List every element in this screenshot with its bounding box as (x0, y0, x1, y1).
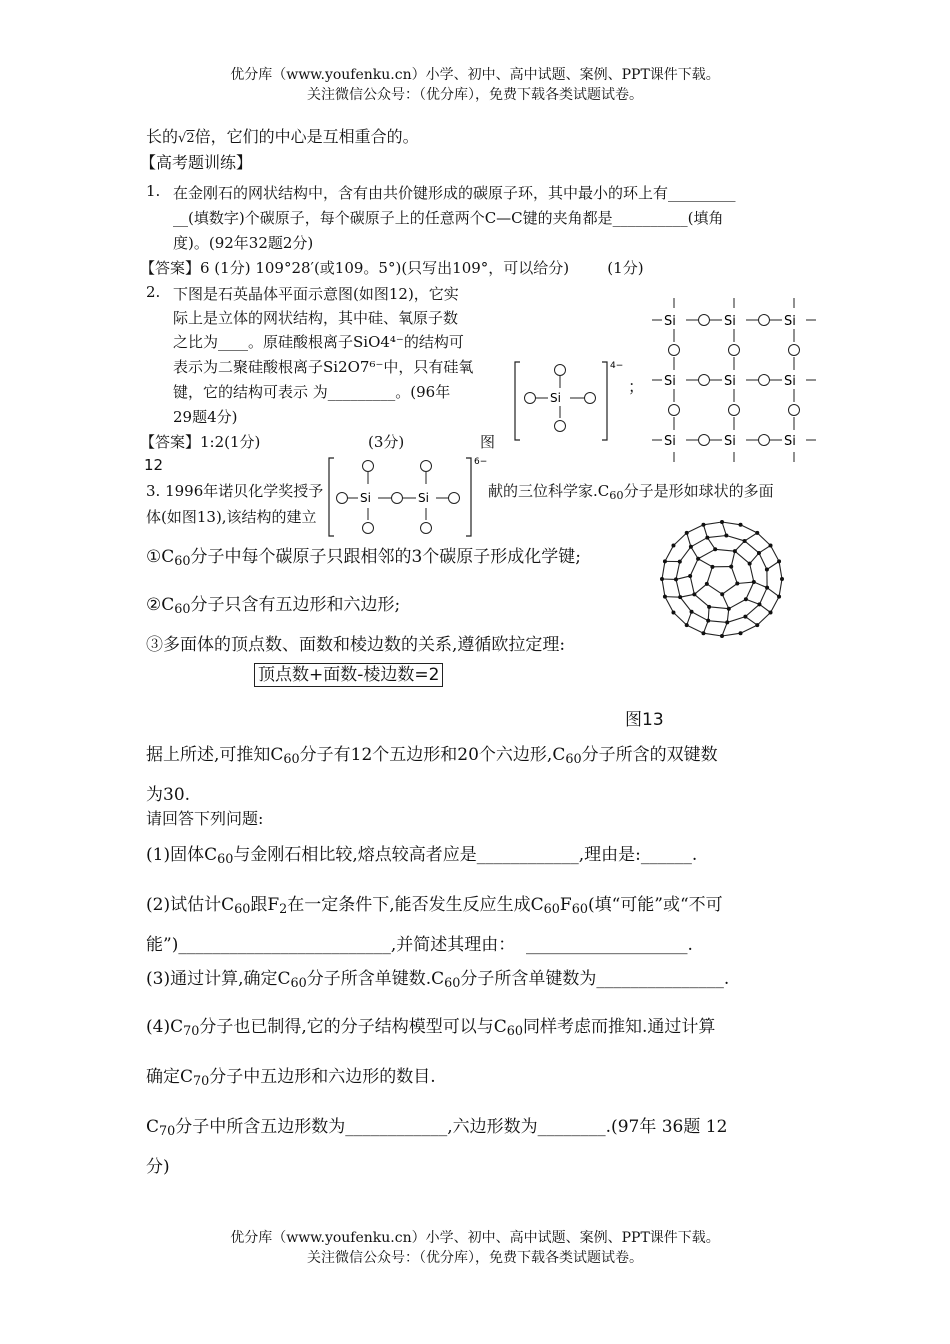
p4-b: 分子也已制得,它的分子结构模型可以与C (199, 1017, 507, 1037)
fig12-label-a: 图 (480, 433, 496, 451)
cage-edge (715, 549, 735, 551)
question-2-line-2: 能”)_________________________,并简述其理由： ___________________. (146, 935, 693, 955)
charge-label: 4− (610, 361, 624, 371)
silicon-atom: Si (784, 374, 796, 389)
cage-edge (759, 545, 771, 552)
fact-2-a: ②C (146, 595, 175, 615)
silicon-atom: Si (360, 491, 371, 505)
please-answer: 请回答下列问题: (146, 809, 264, 828)
carbon-atom (765, 568, 769, 572)
q3-line-1a: 3. 1996年诺贝化学奖授予 (146, 482, 324, 500)
q3-line-1b (488, 480, 774, 502)
question-5-line-1 (146, 1112, 727, 1139)
cage-edge (750, 553, 759, 564)
summary-line-2: 为30. (146, 785, 191, 805)
carbon-atom (755, 623, 759, 627)
q2-line-6: 29题4分) (173, 408, 238, 426)
p1-a: (1)固体C (146, 845, 218, 865)
carbon-atom (710, 565, 714, 569)
summary-b: 分子有12个五边形和20个六边形,C (299, 745, 566, 765)
c60-buckyball-figure (652, 516, 792, 642)
fact-3: ③多面体的顶点数、面数和棱边数的关系,遵循欧拉定理: (146, 635, 566, 655)
header-line-1: 优分库（www.youfenku.cn）小学、初中、高中试题、案例、PPT课件下载。 (230, 67, 720, 83)
oxygen-atom (699, 435, 710, 446)
oxygen-atom (759, 315, 770, 326)
cage-edge (722, 622, 727, 636)
summary-sub-2: 60 (565, 752, 582, 768)
q1-line-3: 度)。(92年32题2分) (173, 234, 314, 252)
q1-number: 1. (146, 182, 161, 200)
oxygen-atom (421, 461, 432, 472)
q2-line-5: 键，它的结构可表示 为_________。(96年 (173, 383, 451, 401)
carbon-atom (729, 565, 733, 569)
q2-answer-b: (3分) (368, 433, 405, 451)
cage-edge (759, 604, 770, 612)
p4-sub-2: 60 (506, 1024, 523, 1040)
cage-edge (745, 541, 759, 553)
carbon-atom (739, 523, 743, 527)
cage-edge (673, 533, 686, 546)
oxygen-atom (669, 405, 680, 416)
cage-edge (759, 553, 767, 570)
carbon-atom (743, 615, 747, 619)
oxygen-atom (555, 365, 566, 376)
q2-line-1: 下图是石英晶体平面示意图(如图12)，它实 (173, 285, 459, 303)
fact-2-b: 分子只含有五边形和六边形; (190, 595, 401, 615)
p3-a: (3)通过计算,确定C (146, 969, 291, 989)
oxygen-atom (392, 493, 403, 504)
carbon-atom (671, 611, 675, 615)
oxygen-atom (759, 435, 770, 446)
cage-edge (731, 567, 737, 584)
right-bracket (466, 458, 471, 536)
fig12-label-b: 12 (144, 456, 164, 474)
summary-line-1 (146, 740, 718, 767)
silicon-atom: Si (724, 374, 736, 389)
cage-edge (767, 588, 779, 597)
footer-line-2: 关注微信公众号：（优分库），免费下载各类试题试卷。 (307, 1250, 643, 1266)
question-1 (146, 840, 697, 867)
oxygen-atom (555, 421, 566, 432)
p1-b: 与金刚石相比较,熔点较高者应是____________,理由是:______. (233, 845, 698, 865)
carbon-atom (678, 560, 682, 564)
carbon-atom (674, 577, 678, 581)
silicon-atom: Si (664, 434, 676, 449)
fig13-label: 图13 (625, 710, 664, 730)
carbon-atom (769, 543, 773, 547)
p2-b: 跟F (250, 895, 280, 915)
cage-edge (665, 545, 674, 561)
cage-edge (690, 559, 698, 576)
carbon-atom (685, 623, 689, 627)
fact-1-sub: 60 (174, 554, 191, 570)
cage-edge (729, 599, 746, 608)
oxygen-atom (449, 493, 460, 504)
cage-edge (707, 535, 726, 537)
cage-edge (771, 545, 780, 561)
oxygen-atom (699, 375, 710, 386)
carbon-atom (748, 562, 752, 566)
silicon-atom: Si (724, 434, 736, 449)
p2-c: 在一定条件下,能否发生反应生成C (287, 895, 544, 915)
p5-a: C (146, 1117, 160, 1137)
oxygen-atom (421, 523, 432, 534)
carbon-atom (757, 551, 761, 555)
footer-line-1: 优分库（www.youfenku.cn）小学、初中、高中试题、案例、PPT课件下载。 (230, 1230, 720, 1246)
carbon-atom (780, 577, 784, 581)
cage-edge (735, 541, 745, 551)
cage-edge (687, 612, 692, 625)
cage-edge (687, 525, 704, 533)
question-5-line-2: 分) (146, 1157, 170, 1177)
oxygen-atom (789, 345, 800, 356)
silicon-atom: Si (418, 491, 429, 505)
c60-subscript: 60 (609, 488, 624, 502)
oxygen-atom (363, 461, 374, 472)
cage-edge (680, 547, 691, 562)
cage-edge (767, 561, 779, 569)
left-bracket (515, 362, 520, 440)
cage-edge (708, 621, 727, 623)
carbon-atom (706, 619, 710, 623)
p3-c: 分子所含单键数为_______________. (460, 969, 730, 989)
oxygen-atom (525, 393, 536, 404)
fact-1-b: 分子中每个碳原子只跟相邻的3个碳原子形成化学键; (190, 547, 582, 567)
p5-sub: 70 (159, 1124, 176, 1140)
oxygen-atom (789, 405, 800, 416)
cage-edge (745, 604, 759, 616)
cage-edge (703, 633, 722, 636)
fact-2-sub: 60 (174, 602, 191, 618)
cage-edge (727, 609, 729, 623)
silicon-atom: Si (784, 434, 796, 449)
cage-edge (709, 607, 729, 609)
diagram-semicolon: ； (628, 377, 645, 396)
carbon-atom (777, 595, 781, 599)
cage-edge (745, 533, 758, 541)
carbon-atom (692, 592, 696, 596)
cage-edge (727, 617, 745, 623)
cage-edge (687, 533, 691, 547)
carbon-atom (688, 574, 692, 578)
oxygen-atom (729, 345, 740, 356)
q2-line-2: 际上是立体的网状结构，其中硅、氧原子数 (173, 309, 459, 327)
carbon-atom (678, 595, 682, 599)
intro-post: 倍，它们的中心是互相重合的。 (194, 127, 419, 146)
carbon-atom (720, 592, 724, 596)
p2-sub-4: 60 (571, 902, 588, 918)
q2-number: 2. (146, 283, 161, 301)
sqrt-symbol: √2 (178, 131, 195, 146)
q2-line-3: 之比为____。原硅酸根离子SiO4⁴⁻的结构可 (173, 333, 464, 351)
p2-e: (填“可能”或“不可 (587, 895, 723, 915)
fact-2 (146, 590, 400, 617)
carbon-atom (707, 605, 711, 609)
cage-edge (692, 612, 709, 621)
cage-edge (746, 599, 760, 604)
silicon-atom: Si (664, 374, 676, 389)
p2-a: (2)试估计C (146, 895, 235, 915)
cage-edge (745, 617, 757, 625)
section-title: 【高考题训练】 (140, 153, 253, 172)
silicon-atom: Si (550, 391, 561, 405)
carbon-atom (752, 580, 756, 584)
cage-edge (737, 582, 754, 583)
carbon-atom (705, 582, 709, 586)
intro-pre: 长的 (146, 127, 179, 146)
silicon-atom: Si (724, 314, 736, 329)
oxygen-atom (669, 345, 680, 356)
question-4-line-2 (146, 1062, 436, 1089)
cage-edge (691, 538, 707, 547)
summary-c: 分子所含的双键数 (581, 745, 718, 765)
cage-edge (680, 594, 694, 597)
question-3 (146, 964, 729, 991)
cage-edge (746, 582, 754, 599)
carbon-atom (663, 559, 667, 563)
charge-label: 6− (474, 457, 488, 467)
cage-edge (779, 561, 782, 579)
carbon-atom (685, 531, 689, 535)
cage-edge (722, 594, 729, 609)
carbon-atom (765, 586, 769, 590)
cage-edge (735, 551, 750, 564)
p4-line2-a: 确定C (146, 1067, 194, 1087)
cage-edge (722, 633, 741, 636)
carbon-atom (743, 539, 747, 543)
p2-sub-2: 2 (279, 902, 288, 918)
cage-edge (676, 579, 680, 597)
cage-edge (726, 535, 744, 540)
cage-edge (708, 607, 709, 621)
left-bracket (329, 458, 334, 536)
oxygen-atom (759, 375, 770, 386)
carbon-atom (671, 543, 675, 547)
right-bracket (602, 362, 607, 440)
q1-line-2: __(填数字)个碳原子，每个碳原子上的任意两个C—C键的夹角都是__________(填角 (173, 209, 724, 227)
carbon-atom (720, 634, 724, 638)
cage-edge (741, 625, 758, 633)
cage-edge (707, 538, 715, 550)
p4-sub-1: 70 (183, 1024, 200, 1040)
cage-edge (673, 613, 686, 626)
silicon-atom: Si (784, 314, 796, 329)
p2-sub-1: 60 (234, 902, 251, 918)
cage-edge (694, 584, 706, 594)
carbon-atom (755, 531, 759, 535)
carbon-atom (701, 523, 705, 527)
cage-edge (731, 551, 735, 566)
p2-sub-3: 60 (543, 902, 560, 918)
cage-edge (662, 579, 665, 597)
summary-a: 据上所述,可推知C (146, 745, 284, 765)
sqrt-value: 2 (186, 131, 195, 146)
cage-edge (722, 522, 726, 535)
cage-edge (703, 525, 707, 538)
cage-edge (698, 559, 712, 567)
cage-edge (698, 549, 715, 558)
cage-edge (771, 597, 780, 613)
oxygen-atom (699, 315, 710, 326)
cage-edge (741, 525, 758, 533)
cage-edge (707, 584, 722, 594)
cage-edge (676, 576, 690, 579)
sio4-structure-diagram (510, 356, 630, 446)
carbon-atom (733, 549, 737, 553)
intro-line (146, 124, 419, 147)
cage-edge (690, 576, 694, 594)
q2-answer-a: 【答案】1:2(1分) (140, 433, 261, 451)
carbon-atom (735, 581, 739, 585)
carbon-atom (744, 597, 748, 601)
p4-c: 同样考虑而推知.通过计算 (522, 1017, 716, 1037)
header-line-2: 关注微信公众号：（优分库），免费下载各类试题试卷。 (307, 87, 643, 103)
oxygen-atom (363, 523, 374, 534)
carbon-atom (663, 595, 667, 599)
cage-edge (665, 597, 680, 598)
cage-edge (722, 583, 737, 594)
cage-edge (694, 594, 709, 607)
q3-line-1c-text: 分子是形如球状的多面 (623, 482, 774, 500)
carbon-atom (724, 533, 728, 537)
cage-edge (703, 522, 722, 525)
cage-edge (703, 621, 708, 634)
question-4-line-1 (146, 1012, 715, 1039)
carbon-atom (690, 610, 694, 614)
cage-edge (676, 562, 680, 580)
cage-edge (687, 625, 704, 633)
cage-edge (662, 561, 665, 579)
question-2-line-1 (146, 890, 723, 917)
p2-d: F (559, 895, 572, 915)
oxygen-atom (585, 393, 596, 404)
carbon-atom (727, 607, 731, 611)
cage-edge (750, 564, 754, 582)
cage-edge (757, 613, 770, 626)
p1-sub: 60 (217, 852, 234, 868)
summary-sub-1: 60 (283, 752, 300, 768)
cage-edge (759, 588, 767, 605)
carbon-atom (757, 602, 761, 606)
p4-line2-sub: 70 (193, 1074, 210, 1090)
cage-edge (665, 597, 674, 613)
oxygen-atom (337, 493, 348, 504)
fact-1 (146, 542, 581, 569)
carbon-atom (701, 631, 705, 635)
carbon-atom (689, 545, 693, 549)
p4-a: (4)C (146, 1017, 184, 1037)
q3-line-2: 体(如图13),该结构的建立 (146, 508, 317, 526)
carbon-atom (739, 631, 743, 635)
carbon-atom (713, 547, 717, 551)
cage-edge (757, 533, 770, 546)
cage-edge (754, 582, 767, 588)
p3-sub-2: 60 (444, 976, 461, 992)
carbon-atom (720, 520, 724, 524)
euler-formula-box: 顶点数+面数-棱边数=2 (254, 663, 443, 687)
carbon-atom (696, 557, 700, 561)
cage-edge (707, 567, 713, 584)
carbon-atom (660, 577, 664, 581)
q1-line-1: 在金刚石的网状结构中，含有由共价键形成的碳原子环，其中最小的环上有_________ (173, 184, 736, 202)
carbon-atom (777, 559, 781, 563)
cage-edge (722, 522, 741, 525)
silicon-atom: Si (664, 314, 676, 329)
p3-sub-1: 60 (290, 976, 307, 992)
oxygen-atom (729, 405, 740, 416)
q1-answer: 【答案】6 (1分) 109°28′(或109。5°)(只写出109°，可以给分) (1分) (140, 259, 644, 277)
carbon-atom (725, 620, 729, 624)
p3-b: 分子所含单键数.C (306, 969, 445, 989)
cage-edge (779, 579, 782, 597)
p4-line2-b: 分子中五边形和六边形的数目. (209, 1067, 436, 1087)
quartz-planar-structure-diagram (648, 296, 820, 466)
fact-1-a: ①C (146, 547, 175, 567)
carbon-atom (769, 611, 773, 615)
q2-line-4: 表示为二聚硅酸根离子Si2O7⁶⁻中，只有硅氧 (173, 358, 474, 376)
cage-edge (680, 597, 691, 612)
q3-line-1b-text: 献的三位科学家.C (488, 482, 610, 500)
p5-b: 分子中所含五边形数为____________,六边形数为________.(97年 36题 12 (175, 1117, 728, 1137)
carbon-atom (705, 536, 709, 540)
si2o7-structure-diagram (326, 454, 496, 540)
cage-edge (691, 547, 698, 559)
